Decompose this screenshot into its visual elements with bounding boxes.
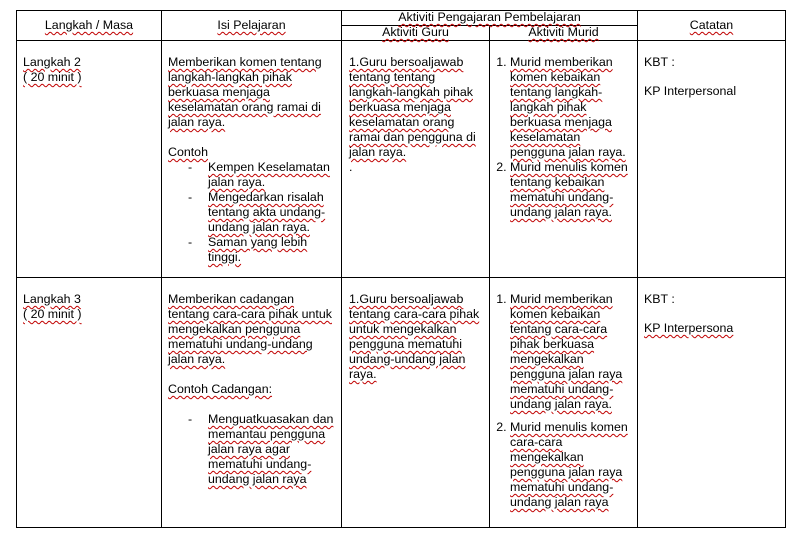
row2-kp: KP Interpersona: [644, 321, 734, 335]
row2-isi-text: Memberikan cadangan tentang cara-cara pihak untuk mengekalkan pengguna mematuhi undang-undang jalan raya.: [168, 292, 332, 366]
row1-guru-text: 1.Guru bersoaljawab tentang tentang langkah-langkah pihak berkuasa menjaga keselamatan orang ramai dan pengguna di jalan raya.: [349, 55, 476, 159]
row1-murid-list: [494, 55, 634, 220]
row2-contoh-list: [168, 412, 338, 487]
header-aktiviti-text: Aktiviti Pengajaran Pembelajaran: [398, 10, 581, 24]
row1-contoh-list: [168, 160, 336, 265]
list-item: - Saman yang lebih tinggi.: [188, 235, 336, 265]
table-border-header-bottom: [16, 40, 786, 41]
row1-catatan-cell: [644, 55, 782, 99]
row1-masa: ( 20 minit ): [23, 70, 82, 84]
row1-murid-cell: [494, 55, 634, 220]
list-item: 2. Murid menulis komen tentang kebaikan mematuhi undang-undang jalan raya.: [510, 160, 634, 220]
table-border-right: [785, 10, 786, 528]
header-langkah-masa: [17, 18, 161, 33]
row2-murid-list: [494, 292, 634, 510]
list-item: 1. Murid memberikan komen kebaikan tentang langkah-langkah pihak berkuasa menjaga keselamatan pengguna jalan raya.: [510, 55, 634, 160]
list-item: - Menguatkuasakan dan memantau pengguna jalan raya agar mematuhi undang-undang jalan raya: [188, 412, 338, 487]
table-border-left: [16, 10, 17, 528]
row2-guru-cell: [349, 292, 486, 382]
row2-contoh-label: Contoh Cadangan:: [168, 382, 273, 396]
list-item: 1. Murid memberikan komen kebaikan tentang cara-cara pihak berkuasa mengekalkan pengguna jalan raya mematuhi undang-undang jalan raya.: [510, 292, 634, 412]
row1-kbt: KBT :: [644, 55, 675, 69]
row1-kp: KP Interpersonal: [644, 84, 737, 98]
row1-langkah: Langkah 2: [23, 55, 81, 69]
row2-murid-cell: [494, 292, 634, 510]
header-langkah-masa-text: Langkah / Masa: [44, 18, 134, 32]
list-item: - Mengedarkan risalah tentang akta undang-undang jalan raya.: [188, 190, 336, 235]
table-border-bottom: [16, 527, 786, 528]
header-aktiviti-murid: [490, 25, 637, 40]
table-border-col4: [637, 10, 638, 528]
header-isi-pelajaran-text: Isi Pelajaran: [217, 18, 286, 32]
row2-masa: ( 20 minit ): [23, 307, 82, 321]
row1-langkah-cell: [23, 55, 157, 85]
row1-guru-extra: .: [349, 160, 353, 174]
header-aktiviti-guru: [342, 25, 489, 40]
row1-isi-text: Memberikan komen tentang langkah-langkah pihak berkuasa menjaga keselamatan orang ramai di jalan raya.: [168, 55, 322, 129]
row2-guru-text: 1.Guru bersoaljawab tentang cara-cara pihak untuk mengekalkan pengguna mematuhi undang-undang jalan raya.: [349, 292, 480, 381]
header-aktiviti-guru-text: Aktiviti Guru: [382, 25, 449, 39]
table-border-col1: [161, 10, 162, 528]
row2-langkah-cell: [23, 292, 157, 322]
header-aktiviti-murid-text: Aktiviti Murid: [528, 25, 599, 39]
row1-contoh-label: Contoh: [168, 145, 208, 159]
table-border-col2: [341, 10, 342, 528]
row2-isi-cell: [168, 292, 338, 487]
row1-guru-cell: [349, 55, 486, 175]
header-catatan-text: Catatan: [689, 18, 734, 32]
list-item: 2. Murid menulis komen cara-cara mengekalkan pengguna jalan raya mematuhi undang-undang jalan raya: [510, 420, 634, 510]
header-aktiviti: [342, 10, 637, 25]
table-border-row-divider: [16, 277, 786, 278]
header-isi-pelajaran: [162, 18, 341, 33]
list-item: - Kempen Keselamatan jalan raya.: [188, 160, 336, 190]
row2-kbt: KBT :: [644, 292, 675, 306]
row2-catatan-cell: [644, 292, 782, 336]
row2-langkah: Langkah 3: [23, 292, 81, 306]
header-catatan: [638, 18, 785, 33]
row1-isi-cell: [168, 55, 336, 265]
